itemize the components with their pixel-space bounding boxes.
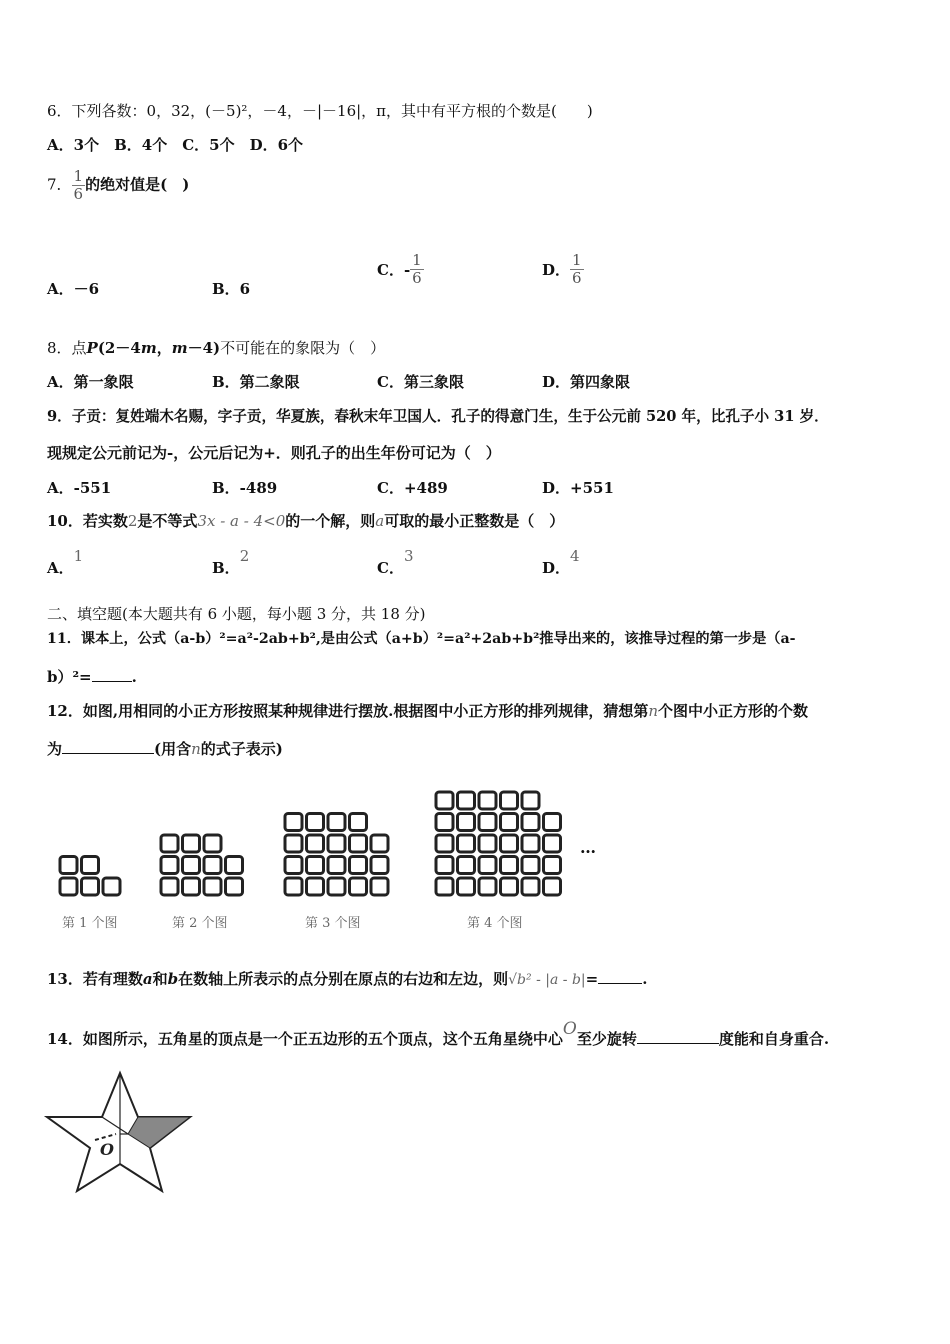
small-square: [501, 878, 518, 895]
q12-n-2: n: [191, 740, 201, 758]
q7-fraction: [72, 168, 86, 203]
small-square: [501, 835, 518, 852]
q10-inequality: 3x - a - 4<0: [197, 512, 286, 530]
small-square: [328, 878, 345, 895]
q9-line1: 9．子贡：复姓端木名赐，字子贡，华夏族，春秋末年卫国人．孔子的得意门生，生于公元前 520 年，比孔子小 31 岁．: [47, 408, 829, 425]
q12-square-pattern-figure: [0, 780, 950, 920]
q13-var-b: b: [167, 970, 179, 988]
q12-ellipsis: …: [580, 838, 596, 857]
small-square: [204, 878, 221, 895]
small-square: [436, 857, 453, 874]
small-square: [371, 857, 388, 874]
small-square: [436, 878, 453, 895]
q8-option-c: C．第三象限: [377, 373, 464, 391]
q12-line1-pre: 12．如图,用相同的小正方形按照某种规律进行摆放.根据图中小正方形的排列规律，猜想第: [47, 702, 649, 720]
small-square: [371, 878, 388, 895]
small-square: [226, 878, 243, 895]
small-square: [82, 878, 99, 895]
q7-stem: [47, 168, 189, 203]
small-square: [458, 878, 475, 895]
q8-option-d: D．第四象限: [542, 373, 631, 391]
q12-line1-post: 个图中小正方形的个数: [658, 702, 809, 720]
q7-option-c-fraction: [410, 252, 424, 287]
q11-answer-blank[interactable]: [92, 667, 132, 682]
small-square: [458, 814, 475, 831]
q10-tail: 可取的最小正整数是（ ）: [384, 512, 565, 530]
q7-frac-num: 1: [73, 167, 84, 185]
small-square: [501, 857, 518, 874]
small-square: [307, 835, 324, 852]
small-square: [161, 835, 178, 852]
q13-mid: 在数轴上所表示的点分别在原点的右边和左边，则: [178, 970, 509, 988]
small-square: [436, 814, 453, 831]
q8-expr3: －4): [187, 339, 221, 357]
q13-equals: =: [585, 970, 599, 988]
small-square: [285, 835, 302, 852]
small-square: [479, 792, 496, 809]
small-square: [371, 835, 388, 852]
small-square: [479, 835, 496, 852]
small-square: [285, 857, 302, 874]
small-square: [458, 792, 475, 809]
q10-option-d: [542, 547, 580, 578]
small-square: [544, 814, 561, 831]
q10-option-a: [47, 547, 84, 578]
q7-option-b: B．6: [212, 280, 251, 298]
q10-b-value: 2: [239, 547, 250, 565]
q9-option-c: C．+489: [377, 479, 448, 497]
q12-line2-post: 的式子表示): [200, 740, 283, 758]
q14-star-figure: [40, 1068, 200, 1198]
q13-answer-blank[interactable]: [598, 969, 642, 984]
q7-d-den: 6: [572, 269, 582, 287]
small-square: [60, 878, 77, 895]
small-square: [285, 878, 302, 895]
q13-var-a: a: [142, 970, 153, 988]
q14-answer-blank[interactable]: [637, 1029, 719, 1044]
q9-option-d: D．+551: [542, 479, 614, 497]
q9-option-a: A．-551: [47, 479, 112, 497]
q10-option-b: [212, 547, 250, 578]
small-square: [350, 857, 367, 874]
q12-caption-3: 第 3 个图: [305, 916, 361, 931]
small-square: [204, 835, 221, 852]
small-square: [183, 857, 200, 874]
small-square: [544, 878, 561, 895]
small-square: [436, 835, 453, 852]
small-square: [479, 857, 496, 874]
q8-m2: m: [171, 339, 188, 357]
q10-mid: 是不等式: [137, 512, 198, 530]
q12-line2-pre: 为: [47, 740, 63, 758]
q8-tail: 不可能在的象限为（ ）: [220, 339, 386, 357]
q12-line1: [47, 701, 808, 721]
q7-option-a: A．－6: [47, 280, 100, 298]
small-square: [544, 857, 561, 874]
small-square: [501, 814, 518, 831]
q6-options: A．3个 B．4个 C．5个 D．6个: [47, 136, 304, 154]
q12-line2: [47, 739, 283, 759]
q12-caption-4: 第 4 个图: [467, 916, 523, 931]
small-square: [204, 857, 221, 874]
q10-option-c: [377, 547, 414, 578]
q10-a-value: 1: [73, 547, 84, 565]
small-square: [501, 792, 518, 809]
small-square: [328, 814, 345, 831]
q11-line2-pre: b）²=: [47, 668, 92, 686]
q8-stem: [47, 338, 385, 358]
q7-option-d-label: D．: [542, 260, 571, 279]
q6-stem: 6．下列各数：0，32，(－5)²，－4，－|－16|，π，其中有平方根的个数是( ): [47, 102, 593, 120]
q12-caption-1: 第 1 个图: [62, 916, 118, 931]
q14-mid: 至少旋转: [576, 1030, 637, 1048]
small-square: [522, 792, 539, 809]
q10-mid2: 的一个解，则: [285, 512, 376, 530]
q13-and: 和: [152, 970, 168, 988]
q11-line2-post: .: [131, 668, 137, 686]
small-square: [522, 835, 539, 852]
q12-answer-blank[interactable]: [62, 739, 154, 754]
q14-post: 度能和自身重合.: [718, 1030, 830, 1048]
q12-caption-2: 第 2 个图: [172, 916, 228, 931]
q10-var-a: a: [375, 512, 385, 530]
small-square: [522, 814, 539, 831]
q8-m1: m: [140, 339, 157, 357]
q10-a-label: A．: [47, 559, 74, 577]
small-square: [522, 878, 539, 895]
q7-c-num: 1: [412, 251, 422, 269]
small-square: [479, 814, 496, 831]
small-square: [161, 878, 178, 895]
q14-stem: [47, 1019, 830, 1049]
q9-line2: 现规定公元前记为-，公元后记为+．则孔子的出生年份可记为（ ）: [47, 444, 501, 462]
q7-tail: 的绝对值是( ): [85, 175, 190, 194]
small-square: [82, 857, 99, 874]
q10-two: 2: [127, 512, 138, 530]
small-square: [183, 878, 200, 895]
small-square: [60, 857, 77, 874]
q7-frac-den: 6: [73, 185, 84, 203]
q14-pre: 14．如图所示，五角星的顶点是一个正五边形的五个顶点，这个五角星绕中心: [47, 1030, 563, 1048]
q10-d-label: D．: [542, 559, 571, 577]
q13-expression: √b² - |a - b|: [508, 972, 586, 988]
small-square: [307, 814, 324, 831]
small-square: [350, 878, 367, 895]
q10-c-label: C．: [377, 559, 404, 577]
small-square: [350, 814, 367, 831]
star-shaded-arm: [128, 1117, 190, 1148]
small-square: [328, 835, 345, 852]
small-square: [307, 857, 324, 874]
q8-num: 8．点: [47, 339, 87, 357]
q10-pre: 10．若实数: [47, 512, 128, 530]
small-square: [183, 835, 200, 852]
q11-line2: [47, 667, 137, 687]
q8-option-a: A．第一象限: [47, 373, 134, 391]
star-inner-line-2: [102, 1117, 128, 1134]
q12-line2-mid: (用含: [154, 740, 192, 758]
q10-d-value: 4: [570, 547, 580, 565]
q11-line1: 11．课本上，公式（a-b）²=a²-2ab+b²,是由公式（a+b）²=a²+2ab+b²推导出来的，该推导过程的第一步是（a-: [47, 631, 796, 647]
small-square: [522, 857, 539, 874]
q8-point-p: P: [86, 339, 98, 357]
q7-number: 7．: [47, 175, 72, 194]
q8-expr1: (2－4: [97, 339, 141, 357]
q13-end: .: [642, 970, 648, 988]
small-square: [285, 814, 302, 831]
q9-option-b: B．-489: [212, 479, 278, 497]
q10-c-value: 3: [403, 547, 414, 565]
small-square: [458, 835, 475, 852]
q12-n: n: [648, 702, 658, 720]
q7-c-den: 6: [412, 269, 422, 287]
q7-d-num: 1: [572, 251, 582, 269]
small-square: [307, 878, 324, 895]
small-square: [103, 878, 120, 895]
q7-option-c: [377, 252, 424, 287]
small-square: [328, 857, 345, 874]
small-square: [161, 857, 178, 874]
small-square: [226, 857, 243, 874]
star-center-label: O: [100, 1140, 114, 1159]
q8-expr2: ，: [156, 339, 172, 357]
q7-option-d: [542, 252, 584, 287]
small-square: [350, 835, 367, 852]
small-square: [479, 878, 496, 895]
q7-option-c-label: C．-: [377, 260, 411, 279]
q7-option-d-fraction: [570, 252, 584, 287]
q14-center-o: O: [562, 1019, 577, 1039]
section-2-heading: 二、填空题(本大题共有 6 小题，每小题 3 分，共 18 分): [47, 605, 426, 623]
small-square: [544, 835, 561, 852]
q10-b-label: B．: [212, 559, 240, 577]
small-square: [436, 792, 453, 809]
small-square: [458, 857, 475, 874]
q13-stem: [47, 969, 647, 990]
q10-stem: [47, 511, 564, 531]
q8-option-b: B．第二象限: [212, 373, 300, 391]
q13-pre: 13．若有理数: [47, 970, 143, 988]
